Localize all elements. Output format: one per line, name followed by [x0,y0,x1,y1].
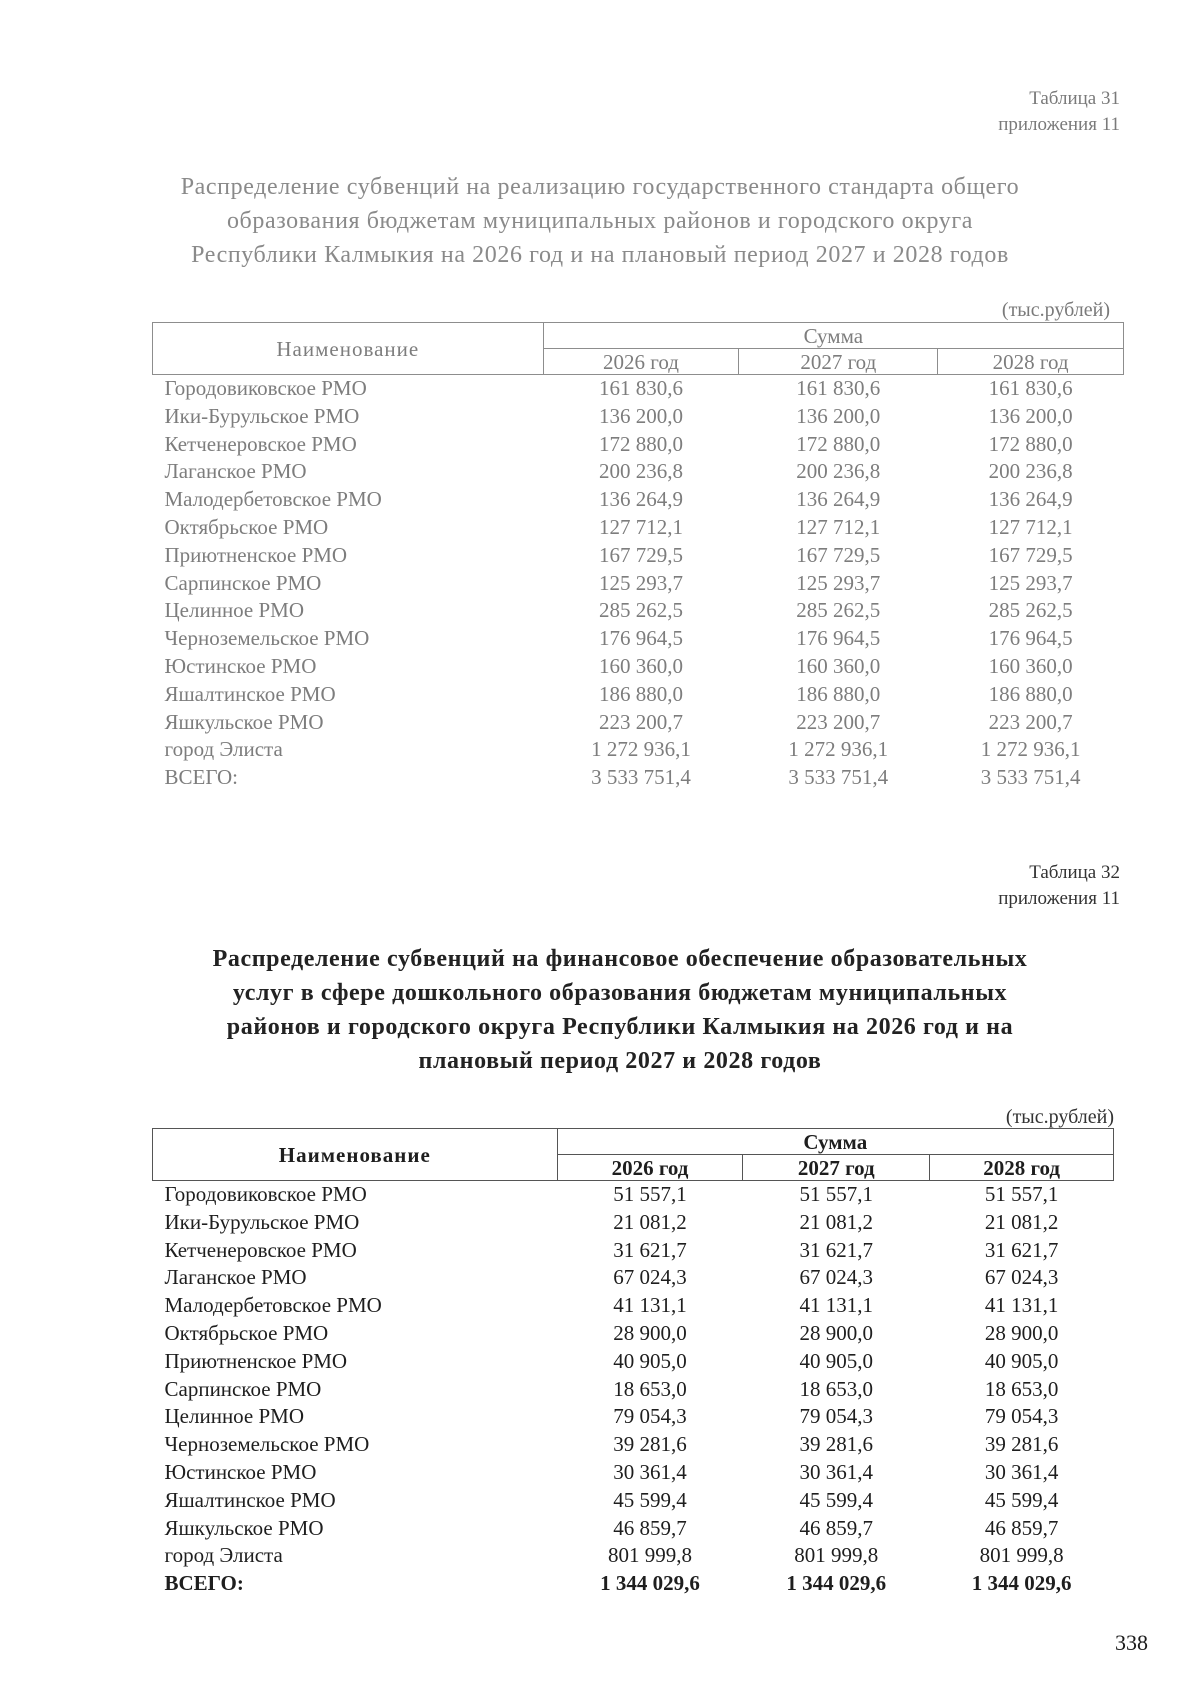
amount-2026-cell: 45 599,4 [613,1487,687,1512]
table32-caption [998,860,1120,912]
table-row [153,1237,1114,1265]
amount-2027-cell: 30 361,4 [799,1459,874,1484]
amount-2026-cell: 172 880,0 [599,431,684,456]
amount-2028-cell: 45 599,4 [984,1487,1059,1512]
amount-2028-cell: 136 200,0 [988,403,1073,428]
amount-2027-cell: 40 905,0 [799,1348,874,1373]
district-name-cell: Сарпинское РМО [164,1376,322,1401]
total-2027-cell: 1 344 029,6 [786,1571,887,1596]
amount-2026-cell: 136 200,0 [599,403,684,428]
column-header-sum: Сумма [543,323,1123,349]
district-name-cell: Ики-Бурульское РМО [164,403,360,428]
district-name-cell: Малодербетовское РМО [164,487,382,512]
amount-2026-cell: 41 131,1 [613,1293,687,1318]
table-row [153,1459,1114,1487]
table31-title [140,170,1060,272]
amount-2028-cell: 21 081,2 [984,1209,1059,1234]
amount-2028-cell: 160 360,0 [988,653,1073,678]
total-2028-cell: 3 533 751,4 [980,765,1081,790]
amount-2028-cell: 167 729,5 [988,542,1073,567]
amount-2027-cell: 285 262,5 [796,598,881,623]
district-name-cell: Яшкульское РМО [164,1515,324,1540]
column-header-2027: 2027 год [739,349,938,375]
amount-2027-cell: 127 712,1 [796,514,881,539]
amount-2027-cell: 176 964,5 [796,626,881,651]
column-header-2028: 2028 год [938,349,1124,375]
district-name-cell: Юстинское РМО [164,1459,317,1484]
district-name-cell: Кетченеровское РМО [164,431,357,456]
amount-2027-cell: 186 880,0 [796,681,881,706]
district-name-cell: Кетченеровское РМО [164,1237,357,1262]
amount-2028-cell: 39 281,6 [984,1432,1059,1457]
table-row [153,597,1124,625]
amount-2026-cell: 46 859,7 [613,1515,687,1540]
amount-2028-cell: 172 880,0 [988,431,1073,456]
amount-2026-cell: 21 081,2 [613,1209,687,1234]
amount-2027-cell: 41 131,1 [799,1293,874,1318]
amount-2026-cell: 176 964,5 [599,626,684,651]
amount-2027-cell: 161 830,6 [796,376,881,400]
table31-title-line: Республики Калмыкия на 2026 год и на плановый период 2027 и 2028 годов [191,242,1009,268]
table-row [153,1487,1114,1515]
amount-2027-cell: 136 200,0 [796,403,881,428]
amount-2027-cell: 51 557,1 [799,1182,874,1206]
total-2026-cell: 1 344 029,6 [600,1571,700,1596]
column-header-name: Наименование [153,323,544,375]
amount-2026-cell: 801 999,8 [607,1543,692,1568]
amount-2027-cell: 223 200,7 [796,709,881,734]
amount-2026-cell: 30 361,4 [613,1459,687,1484]
amount-2026-cell: 200 236,8 [599,459,684,484]
amount-2027-cell: 45 599,4 [799,1487,874,1512]
table32-title-line: Распределение субвенций на финансовое обеспечение образовательных [212,946,1028,972]
district-name-cell: Городовиковское РМО [164,1182,367,1206]
total-label-cell: ВСЕГО: [164,1571,244,1596]
table-row [153,709,1124,737]
amount-2027-cell: 39 281,6 [799,1432,874,1457]
table32-title-line: районов и городского округа Республики Калмыкия на 2026 год и на [226,1014,1014,1040]
amount-2028-cell: 41 131,1 [984,1293,1059,1318]
table-row [153,625,1124,653]
amount-2026-cell: 31 621,7 [613,1237,687,1262]
district-name-cell: Лаганское РМО [164,459,307,484]
table-row [153,1209,1114,1237]
table31-title-line: образования бюджетам муниципальных районов и городского округа [226,208,974,234]
amount-2026-cell: 186 880,0 [599,681,684,706]
table-row [153,542,1124,570]
district-name-cell: Черноземельское РМО [164,1432,370,1457]
table32 [152,1128,1114,1598]
amount-2028-cell: 67 024,3 [984,1265,1059,1290]
table32-title-line: плановый период 2027 и 2028 годов [418,1048,822,1074]
amount-2027-cell: 79 054,3 [799,1404,874,1429]
amount-2028-cell: 31 621,7 [984,1237,1059,1262]
table-row [153,1542,1114,1570]
table-row [153,1264,1114,1292]
column-header-2028: 2028 год [930,1155,1114,1181]
table31-label: Таблица 31 [1029,88,1120,109]
column-header-sum: Сумма [557,1129,1113,1155]
table-row [153,1515,1114,1543]
district-name-cell: Октябрьское РМО [164,514,329,539]
amount-2028-cell: 186 880,0 [988,681,1073,706]
table-row [153,1320,1114,1348]
district-name-cell: Яшкульское РМО [164,709,324,734]
table32-title-line: услуг в сфере дошкольного образования бюджетам муниципальных [232,980,1008,1006]
district-name-cell: Целинное РМО [164,598,305,623]
table-row [153,570,1124,598]
amount-2026-cell: 125 293,7 [599,570,684,595]
amount-2026-cell: 51 557,1 [613,1182,687,1206]
amount-2028-cell: 136 264,9 [988,487,1073,512]
table-row [153,1292,1114,1320]
district-name-cell: Приютненское РМО [164,1348,348,1373]
amount-2027-cell: 18 653,0 [799,1376,874,1401]
amount-2028-cell: 161 830,6 [988,376,1073,400]
table31 [152,322,1124,792]
table-row [153,1181,1114,1209]
amount-2026-cell: 160 360,0 [599,653,684,678]
amount-2027-cell: 125 293,7 [796,570,881,595]
total-2026-cell: 3 533 751,4 [591,765,691,790]
table31-units: (тыс.рублей) [1001,299,1110,321]
total-2027-cell: 3 533 751,4 [788,765,889,790]
amount-2027-cell: 28 900,0 [799,1320,874,1345]
amount-2026-cell: 285 262,5 [599,598,684,623]
amount-2028-cell: 285 262,5 [988,598,1073,623]
table31-appendix-label: приложения 11 [998,114,1120,135]
amount-2028-cell: 40 905,0 [984,1348,1059,1373]
amount-2026-cell: 18 653,0 [613,1376,687,1401]
district-name-cell: Яшалтинское РМО [164,681,336,706]
district-name-cell: Целинное РМО [164,1404,305,1429]
amount-2028-cell: 801 999,8 [979,1543,1064,1568]
amount-2028-cell: 176 964,5 [988,626,1073,651]
amount-2026-cell: 127 712,1 [599,514,684,539]
table-row [153,403,1124,431]
table-row [153,681,1124,709]
amount-2027-cell: 67 024,3 [799,1265,874,1290]
amount-2028-cell: 125 293,7 [988,570,1073,595]
total-label-cell: ВСЕГО: [164,765,238,790]
table32-title [180,942,1060,1078]
table-row [153,1431,1114,1459]
amount-2027-cell: 160 360,0 [796,653,881,678]
amount-2028-cell: 127 712,1 [988,514,1073,539]
amount-2027-cell: 1 272 936,1 [788,737,889,762]
table-row [153,1403,1114,1431]
amount-2028-cell: 79 054,3 [984,1404,1059,1429]
table32-units: (тыс.рублей) [1005,1106,1114,1128]
table-row [153,653,1124,681]
total-2028-cell: 1 344 029,6 [971,1571,1072,1596]
table-row [153,375,1124,403]
district-name-cell: Октябрьское РМО [164,1320,329,1345]
amount-2027-cell: 172 880,0 [796,431,881,456]
column-header-name: Наименование [153,1129,558,1181]
table-row [153,431,1124,459]
amount-2028-cell: 223 200,7 [988,709,1073,734]
amount-2026-cell: 39 281,6 [613,1432,687,1457]
amount-2027-cell: 167 729,5 [796,542,881,567]
column-header-2026: 2026 год [557,1155,743,1181]
district-name-cell: Лаганское РМО [164,1265,307,1290]
table31-title-line: Распределение субвенций на реализацию государственного стандарта общего [180,174,1020,200]
table-row [153,1376,1114,1404]
amount-2027-cell: 21 081,2 [799,1209,874,1234]
amount-2026-cell: 136 264,9 [599,487,684,512]
amount-2028-cell: 28 900,0 [984,1320,1059,1345]
amount-2027-cell: 46 859,7 [799,1515,874,1540]
amount-2028-cell: 46 859,7 [984,1515,1059,1540]
district-name-cell: Яшалтинское РМО [164,1487,336,1512]
amount-2027-cell: 31 621,7 [799,1237,874,1262]
district-name-cell: город Элиста [164,1543,283,1568]
amount-2026-cell: 161 830,6 [599,376,684,400]
amount-2026-cell: 67 024,3 [613,1265,687,1290]
table32-appendix-label: приложения 11 [998,888,1120,909]
district-name-cell: Городовиковское РМО [164,376,367,400]
district-name-cell: Юстинское РМО [164,653,317,678]
amount-2027-cell: 801 999,8 [794,1543,879,1568]
amount-2026-cell: 223 200,7 [599,709,684,734]
district-name-cell: город Элиста [164,737,283,762]
district-name-cell: Черноземельское РМО [164,626,370,651]
total-row [153,1570,1114,1598]
amount-2028-cell: 18 653,0 [984,1376,1059,1401]
table-row [153,458,1124,486]
district-name-cell: Сарпинское РМО [164,570,322,595]
amount-2026-cell: 28 900,0 [613,1320,687,1345]
table-row [153,1348,1114,1376]
total-row [153,764,1124,792]
amount-2028-cell: 51 557,1 [984,1182,1059,1206]
amount-2027-cell: 136 264,9 [796,487,881,512]
amount-2026-cell: 167 729,5 [599,542,684,567]
amount-2026-cell: 79 054,3 [613,1404,687,1429]
amount-2026-cell: 1 272 936,1 [591,737,691,762]
amount-2026-cell: 40 905,0 [613,1348,687,1373]
table31-caption [998,86,1120,138]
district-name-cell: Малодербетовское РМО [164,1293,382,1318]
amount-2027-cell: 200 236,8 [796,459,881,484]
amount-2028-cell: 30 361,4 [984,1459,1059,1484]
table-row [153,514,1124,542]
column-header-2026: 2026 год [543,349,739,375]
district-name-cell: Ики-Бурульское РМО [164,1209,360,1234]
amount-2028-cell: 200 236,8 [988,459,1073,484]
table-row [153,486,1124,514]
table-row [153,736,1124,764]
column-header-2027: 2027 год [743,1155,930,1181]
amount-2028-cell: 1 272 936,1 [980,737,1081,762]
page-number: 338 [1115,1630,1148,1655]
table32-label: Таблица 32 [1029,862,1120,883]
district-name-cell: Приютненское РМО [164,542,348,567]
